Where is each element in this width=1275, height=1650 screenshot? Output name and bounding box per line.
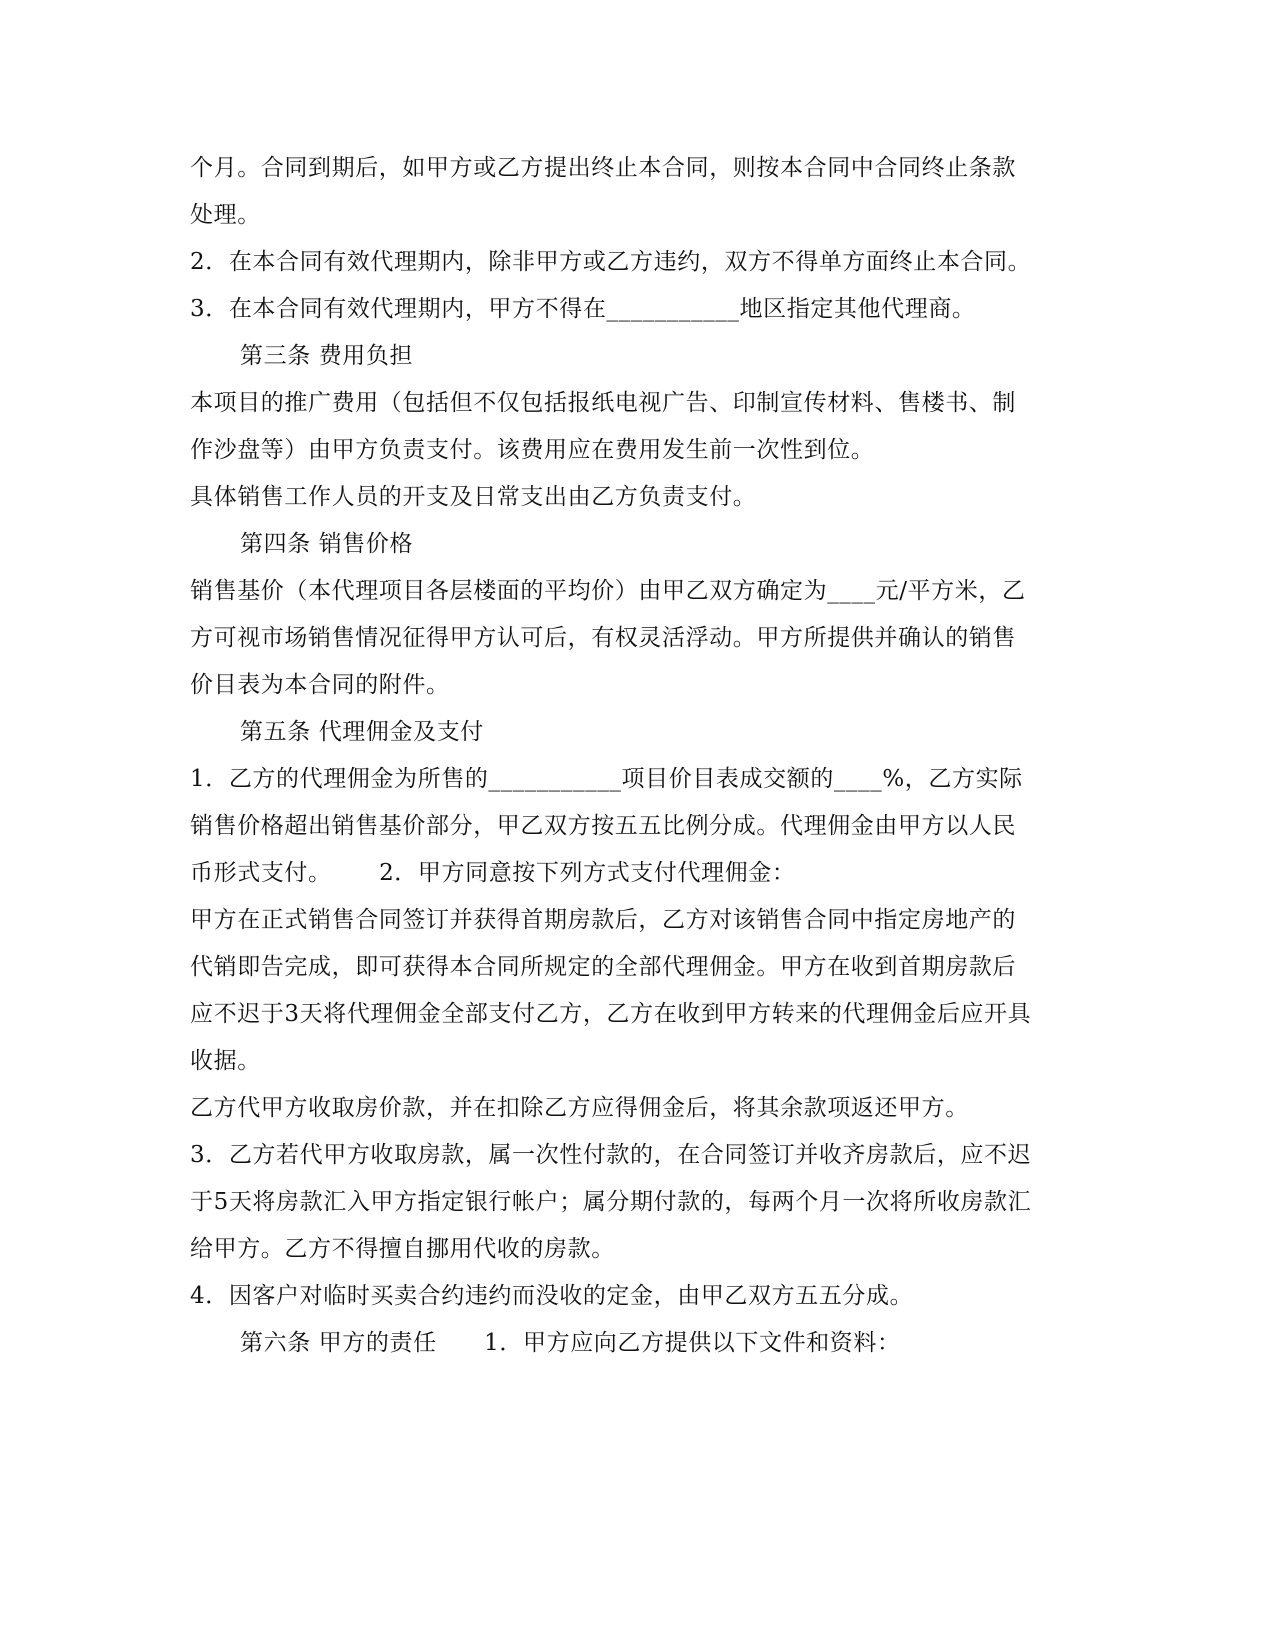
text-line: 处理。 — [190, 202, 261, 228]
text-line: 1．乙方的代理佣金为所售的___________项目价目表成交额的____%，乙方实际 — [190, 766, 1023, 792]
section-heading: 第五条 代理佣金及支付 — [240, 719, 484, 745]
text-line: 价目表为本合同的附件。 — [190, 672, 450, 698]
section-heading: 第六条 甲方的责任 1．甲方应向乙方提供以下文件和资料： — [240, 1330, 901, 1356]
text-line: 3．乙方若代甲方收取房款，属一次性付款的，在合同签订并收齐房款后，应不迟 — [190, 1142, 1032, 1168]
text-line: 币形式支付。 2．甲方同意按下列方式支付代理佣金： — [190, 860, 796, 886]
text-line: 应不迟于3天将代理佣金全部支付乙方，乙方在收到甲方转来的代理佣金后应开具 — [190, 1001, 1032, 1027]
text-line: 2．在本合同有效代理期内，除非甲方或乙方违约，双方不得单方面终止本合同。 — [190, 249, 1032, 275]
text-line: 于5天将房款汇入甲方指定银行帐户；属分期付款的，每两个月一次将所收房款汇 — [190, 1189, 1032, 1215]
text-line: 乙方代甲方收取房价款，并在扣除乙方应得佣金后，将其余款项返还甲方。 — [190, 1095, 969, 1121]
text-line: 3．在本合同有效代理期内，甲方不得在___________地区指定其他代理商。 — [190, 296, 976, 322]
text-line: 给甲方。乙方不得擅自挪用代收的房款。 — [190, 1236, 615, 1262]
text-line: 作沙盘等）由甲方负责支付。该费用应在费用发生前一次性到位。 — [190, 437, 875, 463]
text-line: 具体销售工作人员的开支及日常支出由乙方负责支付。 — [190, 484, 757, 510]
section-heading: 第三条 费用负担 — [240, 343, 414, 369]
text-line: 4．因客户对临时买卖合约违约而没收的定金，由甲乙双方五五分成。 — [190, 1283, 914, 1309]
text-line: 甲方在正式销售合同签订并获得首期房款后，乙方对该销售合同中指定房地产的 — [190, 907, 1016, 933]
text-line: 销售价格超出销售基价部分，甲乙双方按五五比例分成。代理佣金由甲方以人民 — [190, 813, 1016, 839]
text-line: 收据。 — [190, 1048, 261, 1074]
text-line: 销售基价（本代理项目各层楼面的平均价）由甲乙双方确定为____元/平方米，乙 — [190, 578, 1026, 604]
text-line: 本项目的推广费用（包括但不仅包括报纸电视广告、印制宣传材料、售楼书、制 — [190, 390, 1016, 416]
text-line: 个月。合同到期后，如甲方或乙方提出终止本合同，则按本合同中合同终止条款 — [190, 155, 1016, 181]
text-line: 方可视市场销售情况征得甲方认可后，有权灵活浮动。甲方所提供并确认的销售 — [190, 625, 1016, 651]
section-heading: 第四条 销售价格 — [240, 531, 414, 557]
text-line: 代销即告完成，即可获得本合同所规定的全部代理佣金。甲方在收到首期房款后 — [190, 954, 1016, 980]
